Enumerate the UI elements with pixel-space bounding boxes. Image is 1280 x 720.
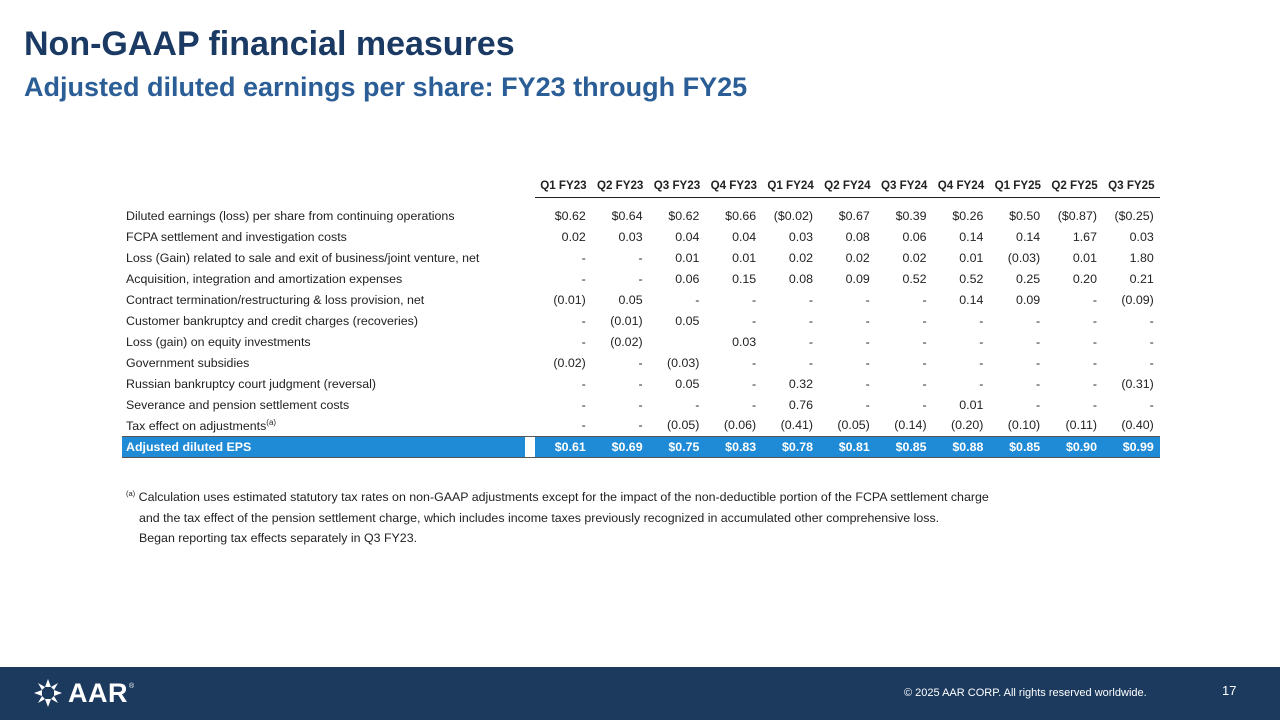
value-cell: -: [865, 292, 870, 307]
value-cell: -: [1149, 355, 1154, 370]
value-cell: -: [865, 355, 870, 370]
footer-bar: [0, 667, 1280, 720]
page-subtitle: Adjusted diluted earnings per share: FY23 through FY25: [24, 72, 748, 102]
table-row: [122, 310, 1160, 331]
value-cell: -: [1149, 397, 1154, 412]
value-cell: 0.01: [732, 250, 757, 265]
page-title: Non-GAAP financial measures: [24, 25, 515, 63]
value-cell: 0.03: [732, 334, 757, 349]
table-row: [122, 268, 1160, 289]
value-cell: -: [581, 418, 586, 433]
value-cell: $0.85: [989, 436, 1046, 457]
value-cell: -: [1092, 397, 1097, 412]
column-gap: [525, 247, 535, 268]
row-label: FCPA settlement and investigation costs: [126, 229, 347, 244]
value-cell: 0.02: [845, 250, 870, 265]
column-header: Q1 FY23: [535, 175, 592, 197]
value-cell: -: [638, 250, 643, 265]
value-cell: ($0.87): [1057, 208, 1097, 223]
table-row: [122, 226, 1160, 247]
column-gap: [525, 436, 535, 457]
value-cell: -: [752, 397, 757, 412]
footnote-line-1: $^{(a)}$ Calculation uses estimated statutory tax rates on non-GAAP adjustments except for the impact of the non-deductible portion of the FCPA settlement charge: [126, 489, 989, 504]
label-column-header: [122, 175, 525, 197]
value-cell: -: [808, 313, 813, 328]
value-cell: -: [1092, 292, 1097, 307]
value-cell: -: [581, 313, 586, 328]
value-cell: $0.99: [1103, 436, 1160, 457]
value-cell: 0.03: [1129, 229, 1154, 244]
row-label: Diluted earnings (loss) per share from continuing operations: [126, 208, 455, 223]
column-gap: [525, 175, 535, 197]
value-cell: 0.02: [902, 250, 927, 265]
footnote-reference: (a): [266, 417, 277, 427]
value-cell: (0.09): [1121, 292, 1154, 307]
column-gap: [525, 289, 535, 310]
value-cell: -: [638, 355, 643, 370]
value-cell: -: [638, 271, 643, 286]
column-header: Q4 FY24: [933, 175, 990, 197]
copyright-text: © 2025 AAR CORP. All rights reserved worldwide.: [904, 687, 1147, 699]
column-header: Q4 FY23: [705, 175, 762, 197]
footnote-line-3: Began reporting tax effects separately in Q3 FY23.: [139, 531, 418, 545]
value-cell: $0.64: [611, 208, 643, 223]
value-cell: 0.01: [1072, 250, 1097, 265]
registered-mark: ®: [129, 683, 135, 690]
value-cell: -: [1092, 313, 1097, 328]
value-cell: $0.67: [838, 208, 870, 223]
table-row: [122, 331, 1160, 352]
value-cell: -: [979, 376, 984, 391]
column-gap: [525, 310, 535, 331]
page-number: 17: [1222, 683, 1237, 698]
value-cell: (0.06): [723, 418, 757, 433]
table-row: [122, 289, 1160, 310]
value-cell: 0.14: [959, 292, 984, 307]
value-cell: (0.03): [1007, 250, 1041, 265]
value-cell: -: [865, 397, 870, 412]
value-cell: -: [808, 292, 813, 307]
value-cell: 1.80: [1129, 250, 1154, 265]
value-cell: -: [581, 334, 586, 349]
value-cell: -: [979, 313, 984, 328]
value-cell: (0.01): [610, 313, 643, 328]
value-cell: 0.14: [959, 229, 984, 244]
footnote: [126, 484, 989, 549]
value-cell: (0.11): [1065, 418, 1097, 433]
value-cell: (0.05): [837, 418, 870, 433]
value-cell: $0.26: [952, 208, 984, 223]
value-cell: 0.03: [618, 229, 643, 244]
value-cell: 0.09: [1016, 292, 1041, 307]
value-cell: -: [922, 313, 927, 328]
spacer-cell: [122, 197, 1160, 205]
value-cell: 0.08: [845, 229, 870, 244]
value-cell: -: [865, 313, 870, 328]
value-cell: -: [808, 334, 813, 349]
value-cell: (0.41): [780, 418, 813, 433]
value-cell: -: [1149, 334, 1154, 349]
value-cell: -: [979, 355, 984, 370]
value-cell: $0.61: [535, 436, 592, 457]
value-cell: 0.32: [788, 376, 813, 391]
value-cell: 0.08: [788, 271, 813, 286]
table-row: [122, 247, 1160, 268]
value-cell: -: [752, 355, 757, 370]
row-label: Loss (Gain) related to sale and exit of business/joint venture, net: [126, 250, 480, 265]
value-cell: -: [865, 376, 870, 391]
table-row: [122, 373, 1160, 394]
value-cell: 0.15: [732, 271, 757, 286]
value-cell: 0.21: [1129, 271, 1154, 286]
value-cell: (0.40): [1121, 418, 1154, 433]
value-cell: 0.09: [845, 271, 870, 286]
column-gap: [525, 415, 535, 436]
value-cell: 0.04: [732, 229, 757, 244]
value-cell: $0.75: [649, 436, 706, 457]
value-cell: -: [638, 418, 643, 433]
value-cell: -: [695, 397, 700, 412]
value-cell: (0.31): [1121, 376, 1154, 391]
table-row: [122, 205, 1160, 226]
row-label: Customer bankruptcy and credit charges (recoveries): [126, 313, 418, 328]
column-gap: [525, 205, 535, 226]
row-label: Adjusted diluted EPS: [122, 436, 525, 457]
value-cell: 0.06: [675, 271, 700, 286]
value-cell: 0.76: [788, 397, 813, 412]
column-header: Q2 FY23: [592, 175, 649, 197]
value-cell: $0.81: [819, 436, 876, 457]
value-cell: -: [922, 292, 927, 307]
table-row: [122, 415, 1160, 436]
value-cell: 0.01: [675, 250, 700, 265]
column-header: Q2 FY25: [1046, 175, 1103, 197]
value-cell: [649, 331, 706, 352]
column-header: Q1 FY24: [762, 175, 819, 197]
spacer-row: [122, 197, 1160, 205]
value-cell: 1.67: [1072, 229, 1097, 244]
column-gap: [525, 373, 535, 394]
value-cell: -: [979, 334, 984, 349]
value-cell: -: [581, 397, 586, 412]
table-header-row: [122, 175, 1160, 197]
value-cell: -: [865, 334, 870, 349]
value-cell: $0.85: [876, 436, 933, 457]
footnote-marker: (a): [126, 489, 136, 498]
aar-logo-icon: [32, 677, 64, 709]
value-cell: (0.10): [1007, 418, 1041, 433]
value-cell: 0.05: [618, 292, 643, 307]
row-label: Contract termination/restructuring & loss provision, net: [126, 292, 425, 307]
value-cell: 0.06: [902, 229, 927, 244]
column-gap: [525, 352, 535, 373]
value-cell: -: [638, 376, 643, 391]
value-cell: $0.39: [895, 208, 927, 223]
value-cell: 0.52: [902, 271, 927, 286]
value-cell: -: [1036, 397, 1041, 412]
value-cell: -: [581, 271, 586, 286]
value-cell: 0.03: [788, 229, 813, 244]
row-label: Government subsidies: [126, 355, 250, 370]
value-cell: -: [752, 313, 757, 328]
value-cell: -: [752, 376, 757, 391]
eps-table: [122, 175, 1160, 458]
value-cell: (0.02): [553, 355, 586, 370]
value-cell: -: [1036, 355, 1041, 370]
value-cell: -: [922, 334, 927, 349]
row-label: Tax effect on adjustments$^{(a)}$: [126, 417, 277, 433]
table-row: [122, 352, 1160, 373]
total-row: [122, 436, 1160, 457]
value-cell: -: [581, 250, 586, 265]
value-cell: 0.01: [959, 250, 984, 265]
value-cell: 0.05: [675, 313, 700, 328]
value-cell: 0.25: [1016, 271, 1041, 286]
value-cell: $0.62: [554, 208, 586, 223]
value-cell: $0.78: [762, 436, 819, 457]
value-cell: 0.02: [788, 250, 813, 265]
column-header: Q3 FY24: [876, 175, 933, 197]
value-cell: $0.62: [668, 208, 700, 223]
footnote-line-2: and the tax effect of the pension settlement charge, which includes income taxes previously recognized in accumulated other comprehensive loss.: [139, 510, 940, 525]
column-gap: [525, 226, 535, 247]
value-cell: 0.20: [1072, 271, 1097, 286]
column-gap: [525, 268, 535, 289]
value-cell: $0.88: [933, 436, 990, 457]
value-cell: -: [808, 355, 813, 370]
value-cell: $0.69: [592, 436, 649, 457]
value-cell: $0.90: [1046, 436, 1103, 457]
value-cell: (0.05): [667, 418, 700, 433]
value-cell: -: [581, 376, 586, 391]
column-header: Q3 FY25: [1103, 175, 1160, 197]
value-cell: $0.66: [725, 208, 757, 223]
value-cell: ($0.25): [1114, 208, 1154, 223]
value-cell: -: [638, 397, 643, 412]
value-cell: $0.83: [705, 436, 762, 457]
value-cell: -: [1092, 334, 1097, 349]
value-cell: -: [1036, 313, 1041, 328]
column-header: Q3 FY23: [649, 175, 706, 197]
value-cell: -: [1149, 313, 1154, 328]
value-cell: $0.50: [1009, 208, 1041, 223]
column-header: Q2 FY24: [819, 175, 876, 197]
value-cell: -: [1036, 334, 1041, 349]
value-cell: -: [752, 292, 757, 307]
value-cell: (0.02): [610, 334, 643, 349]
column-header: Q1 FY25: [989, 175, 1046, 197]
value-cell: 0.05: [675, 376, 700, 391]
column-gap: [525, 394, 535, 415]
value-cell: (0.20): [951, 418, 984, 433]
value-cell: 0.14: [1016, 229, 1041, 244]
value-cell: -: [922, 355, 927, 370]
table-row: [122, 394, 1160, 415]
value-cell: -: [922, 376, 927, 391]
value-cell: -: [695, 292, 700, 307]
logo-text: AAR: [68, 677, 128, 708]
value-cell: -: [1092, 355, 1097, 370]
row-label: Loss (gain) on equity investments: [126, 334, 311, 349]
value-cell: -: [1036, 376, 1041, 391]
value-cell: 0.02: [561, 229, 586, 244]
column-gap: [525, 331, 535, 352]
table-body: [122, 197, 1160, 457]
value-cell: ($0.02): [773, 208, 813, 223]
value-cell: 0.52: [959, 271, 984, 286]
value-cell: (0.14): [894, 418, 927, 433]
row-label: Severance and pension settlement costs: [126, 397, 350, 412]
company-logo: [32, 677, 134, 709]
value-cell: -: [922, 397, 927, 412]
value-cell: -: [1092, 376, 1097, 391]
row-label: Russian bankruptcy court judgment (reversal): [126, 376, 376, 391]
row-label: Acquisition, integration and amortization expenses: [126, 271, 403, 286]
value-cell: (0.03): [667, 355, 700, 370]
value-cell: 0.01: [959, 397, 984, 412]
value-cell: (0.01): [553, 292, 586, 307]
value-cell: 0.04: [675, 229, 700, 244]
